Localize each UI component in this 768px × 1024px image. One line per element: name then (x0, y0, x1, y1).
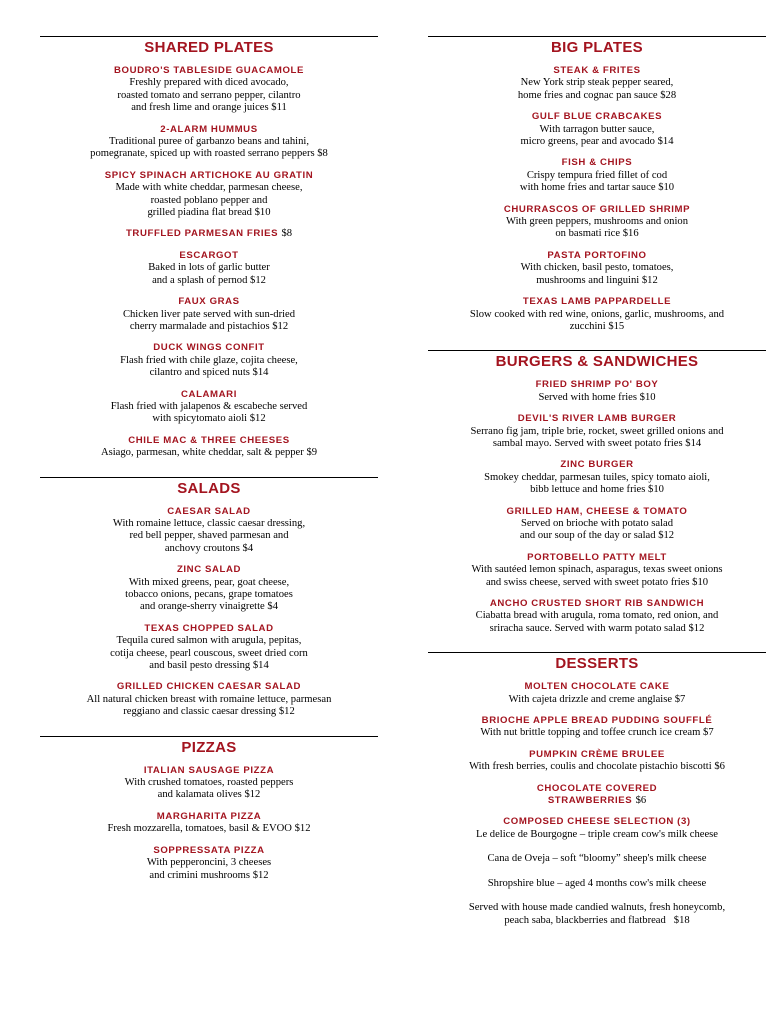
item-price: $11 (271, 102, 287, 114)
item-name: SOPPRESSATA PIZZA (153, 844, 265, 856)
item-name: DUCK WINGS CONFIT (153, 342, 265, 354)
item-name: STEAK & FRITES (553, 65, 641, 76)
item-name: CHURRASCOS OF GRILLED SHRIMP (503, 203, 691, 215)
item-description: With nut brittle topping and toffee crunch ice cream $7 (480, 727, 714, 739)
section-divider (40, 736, 378, 737)
item-name: CHOCOLATE COVERED STRAWBERRIES $6 (536, 782, 658, 807)
section-divider (40, 477, 378, 478)
section-title: BIG PLATES (551, 39, 643, 56)
item-price: $14 (252, 660, 269, 672)
item-description: Slow cooked with red wine, onions, garlic, mushrooms, and zucchini $15 (469, 308, 725, 332)
item-price: $14 (685, 437, 702, 449)
item-description: Served with home fries $10 (538, 391, 656, 403)
menu-item (428, 379, 766, 404)
item-price: $12 (272, 320, 289, 332)
item-name: MARGHARITA PIZZA (156, 810, 262, 822)
item-price: $6 (714, 761, 725, 773)
section-divider (428, 350, 766, 351)
section-divider (40, 36, 378, 37)
item-price: $12 (658, 530, 675, 542)
menu-item (40, 65, 378, 115)
menu-item (40, 170, 378, 220)
item-description: Freshly prepared with diced avocado, roasted tomato and serrano pepper, cilantro and fresh lime and orange juices $11 (117, 77, 301, 114)
item-description: Serrano fig jam, triple brie, rocket, sweet grilled onions and sambal mayo. Served with sweet potato fries $14 (470, 425, 724, 449)
item-name: GRILLED CHICKEN CAESAR SALAD (116, 681, 302, 693)
item-description: All natural chicken breast with romaine lettuce, parmesan reggiano and classic caesar dressing $12 (86, 693, 332, 718)
item-price: $7 (674, 693, 686, 705)
item-name: GRILLED HAM, CHEESE & TOMATO (506, 505, 688, 517)
menu-item (40, 296, 378, 333)
menu-item (40, 342, 378, 379)
section-shared-plates (40, 36, 378, 460)
item-name: CAESAR SALAD (167, 505, 251, 517)
item-name: 2-ALARM HUMMUS (160, 123, 258, 135)
item-price: $7 (703, 727, 714, 739)
item-price: $10 (639, 391, 656, 403)
cheese-line: Shropshire blue – aged 4 months cow's milk cheese (487, 877, 707, 889)
menu-item (40, 845, 378, 882)
menu-item (428, 598, 766, 635)
item-price: $14 (252, 367, 269, 379)
item-price: $12 (641, 274, 658, 286)
menu-item (428, 783, 766, 808)
item-name: ITALIAN SAUSAGE PIZZA (143, 764, 275, 776)
item-name: PUMPKIN CRÈME BRULEE (529, 748, 665, 760)
section-title: SALADS (177, 479, 241, 497)
menu-item (40, 765, 378, 802)
item-description: Le delice de Bourgogne – triple cream cow's milk cheese (475, 828, 719, 840)
menu-item (40, 564, 378, 614)
item-description: With mixed greens, pear, goat cheese, tobacco onions, pecans, grape tomatoes and orange-sherry vinaigrette $4 (125, 576, 293, 613)
item-price: $10 (648, 484, 664, 496)
item-price: $12 (294, 823, 311, 835)
item-description: With chicken, basil pesto, tomatoes, mushrooms and linguini $12 (520, 262, 674, 286)
item-description: Crispy tempura fried fillet of cod with home fries and tartar sauce $10 (519, 169, 675, 194)
menu-item (428, 816, 766, 841)
item-name: COMPOSED CHEESE SELECTION (3) (503, 816, 691, 828)
item-name: CHILE MAC & THREE CHEESES (128, 434, 290, 446)
menu-item (428, 459, 766, 496)
menu-item (40, 681, 378, 718)
item-name: TEXAS CHOPPED SALAD (144, 622, 274, 634)
item-price: $12 (244, 789, 261, 801)
item-price: $12 (252, 869, 269, 881)
section-big-plates (428, 36, 766, 333)
item-price: $12 (250, 274, 266, 286)
item-description: Baked in lots of garlic butter and a splash of pernod $12 (148, 262, 270, 286)
item-name: ESCARGOT (179, 249, 239, 261)
item-name: CALAMARI (181, 388, 237, 400)
section-title: DESSERTS (555, 655, 639, 673)
item-name: MOLTEN CHOCOLATE CAKE (524, 681, 670, 693)
item-description: Smokey cheddar, parmesan tuiles, spicy tomato aioli, bibb lettuce and home fries $10 (484, 471, 710, 496)
menu-item (40, 250, 378, 287)
item-price: $12 (278, 706, 295, 718)
cheese-closing: Served with house made candied walnuts, fresh honeycomb, peach saba, blackberries and flatbread $18 (468, 902, 726, 926)
item-name: FRIED SHRIMP PO' BOY (535, 379, 659, 391)
menu-item (40, 124, 378, 161)
section-divider (428, 36, 766, 37)
item-name: BOUDRO'S TABLESIDE GUACAMOLE (114, 65, 304, 76)
item-name: FAUX GRAS (178, 296, 240, 308)
item-description: With tarragon butter sauce, micro greens, pear and avocado $14 (520, 123, 674, 148)
item-name: PASTA PORTOFINO (547, 249, 647, 261)
item-description: Flash fried with jalapenos & escabeche served with spicytomato aioli $12 (110, 400, 308, 425)
item-name: ZINC BURGER (560, 459, 634, 471)
item-description: Tequila cured salmon with arugula, pepitas, cotija cheese, pearl couscous, sweet dried corn and basil pesto dressing $14 (110, 635, 308, 672)
item-price: $10 (692, 576, 709, 588)
item-name: SPICY SPINACH ARTICHOKE AU GRATIN (104, 169, 314, 181)
item-description: With romaine lettuce, classic caesar dressing, red bell pepper, shaved parmesan and anchovy croutons $4 (112, 517, 306, 554)
item-description: With sautéed lemon spinach, asparagus, texas sweet onions and swiss cheese, served with sweet potato fries $10 (471, 564, 723, 588)
item-name: TRUFFLED PARMESAN FRIES $8 (125, 228, 293, 240)
item-price: $4 (242, 542, 254, 554)
menu-item (428, 749, 766, 774)
menu-item (40, 811, 378, 836)
item-description: With cajeta drizzle and creme anglaise $7 (508, 693, 686, 705)
item-name: ZINC SALAD (176, 564, 242, 576)
item-price: $15 (608, 320, 625, 332)
menu-column-left (40, 36, 378, 891)
menu-item (428, 506, 766, 543)
item-description: Ciabatta bread with arugula, roma tomato, red onion, and sriracha sauce. Served with warm potato salad $12 (475, 610, 719, 634)
item-name: TEXAS LAMB PAPPARDELLE (522, 296, 672, 308)
section-desserts (428, 652, 766, 927)
item-description: Flash fried with chile glaze, cojita cheese, cilantro and spiced nuts $14 (120, 354, 298, 379)
menu-item (40, 506, 378, 556)
item-price: $28 (660, 89, 677, 101)
menu-item (428, 65, 766, 102)
item-description: With fresh berries, coulis and chocolate pistachio biscotti $6 (469, 761, 725, 773)
item-name: ANCHO CRUSTED SHORT RIB SANDWICH (489, 598, 705, 609)
item-price: $10 (658, 182, 675, 194)
menu-item (428, 552, 766, 589)
item-name: DEVIL'S RIVER LAMB BURGER (517, 413, 677, 425)
item-description: Asiago, parmesan, white cheddar, salt & pepper $9 (100, 447, 318, 459)
item-price: $10 (254, 207, 271, 219)
section-title: PIZZAS (181, 738, 237, 756)
item-price: $12 (249, 413, 266, 425)
menu-item (428, 157, 766, 194)
section-burgers-sandwiches (428, 350, 766, 635)
menu-item (428, 413, 766, 450)
item-description: Served on brioche with potato salad and our soup of the day or salad $12 (519, 517, 675, 542)
section-salads (40, 477, 378, 719)
item-name: FISH & CHIPS (561, 157, 633, 169)
item-description: Made with white cheddar, parmesan cheese, roasted poblano pepper and grilled piadina flat bread $10 (115, 182, 303, 219)
menu-item (428, 111, 766, 148)
menu-item (428, 715, 766, 740)
section-title: SHARED PLATES (144, 39, 274, 56)
menu-item (40, 228, 378, 240)
menu-item (428, 296, 766, 333)
item-description: Chicken liver pate served with sun-dried cherry marmalade and pistachios $12 (122, 308, 296, 332)
item-name: PORTOBELLO PATTY MELT (527, 551, 667, 563)
section-title: BURGERS & SANDWICHES (495, 353, 699, 371)
item-price: $8 (281, 228, 293, 240)
menu-item (40, 623, 378, 673)
item-description: With crushed tomatoes, roasted peppers and kalamata olives $12 (124, 777, 294, 801)
menu-item (428, 681, 766, 706)
item-price: $8 (317, 148, 328, 160)
item-description: With pepperoncini, 3 cheeses and crimini mushrooms $12 (146, 857, 272, 881)
section-pizzas (40, 736, 378, 882)
item-price: $14 (657, 136, 674, 148)
menu-item (428, 204, 766, 241)
item-price: $18 (673, 914, 690, 926)
item-description: With green peppers, mushrooms and onion on basmati rice $16 (506, 216, 688, 240)
item-description: Traditional puree of garbanzo beans and tahini, pomegranate, spiced up with roasted serrano peppers $8 (90, 136, 328, 160)
item-price: $9 (306, 447, 318, 459)
item-description: New York strip steak pepper seared, home fries and cognac pan sauce $28 (517, 77, 677, 101)
menu-item (428, 250, 766, 287)
cheese-line: Cana de Oveja – soft “bloomy” sheep's milk cheese (487, 853, 707, 865)
item-price: $6 (635, 795, 647, 807)
item-name: BRIOCHE APPLE BREAD PUDDING SOUFFLÉ (481, 715, 713, 727)
item-price: $12 (688, 622, 705, 634)
menu-item (40, 389, 378, 426)
menu-item (40, 435, 378, 460)
item-price: $4 (267, 601, 278, 613)
item-name: GULF BLUE CRABCAKES (531, 111, 663, 123)
menu-column-right (428, 36, 766, 927)
item-description: Fresh mozzarella, tomatoes, basil & EVOO $12 (107, 823, 311, 835)
item-price: $16 (622, 228, 639, 240)
section-divider (428, 652, 766, 653)
